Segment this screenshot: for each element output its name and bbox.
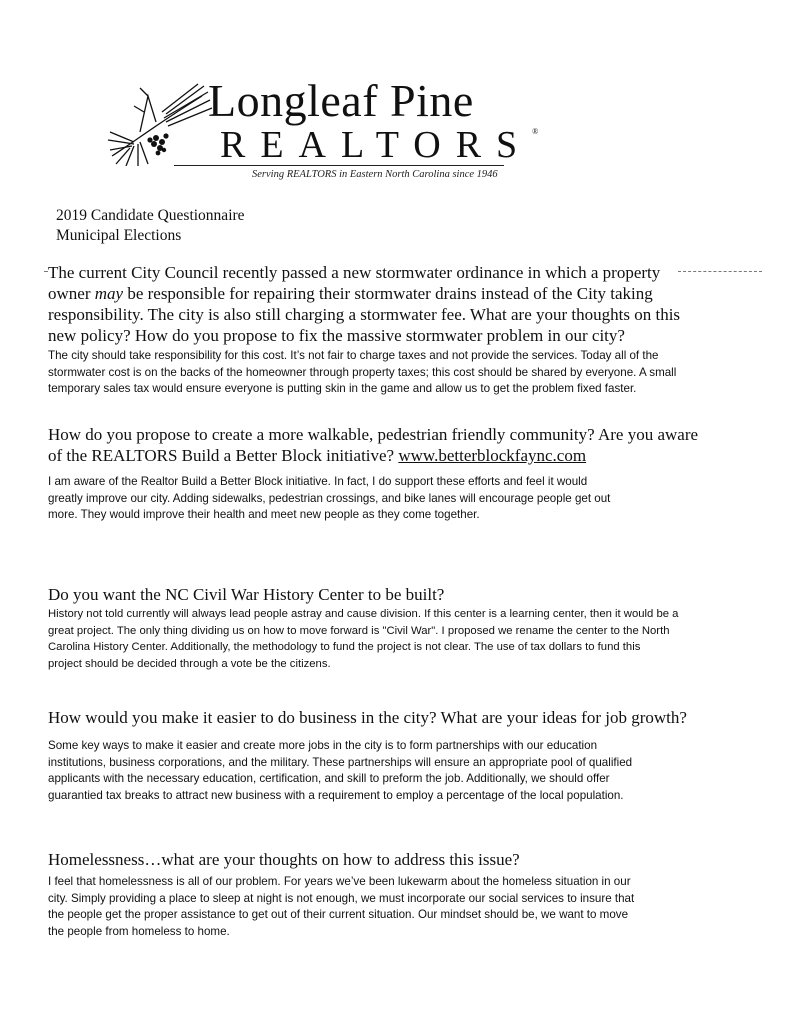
questionnaire-subtitle: Municipal Elections — [56, 227, 182, 244]
answer-4 — [48, 738, 778, 804]
answer-5 — [48, 874, 778, 940]
question-line: Homelessness…what are your thoughts on how to address this issue? — [48, 850, 520, 869]
registered-mark: ® — [532, 127, 539, 136]
emphasis: may — [94, 284, 124, 303]
question-1 — [48, 262, 748, 346]
answer-line: city. Simply providing a place to sleep at night is not enough, we must incorporate our social services to insure that — [48, 891, 635, 905]
logo-tagline: Serving REALTORS in Eastern North Carolina since 1946 — [252, 169, 498, 180]
questionnaire-title: 2019 Candidate Questionnaire — [56, 207, 245, 224]
question-line: new policy? How do you propose to fix the massive stormwater problem in our city? — [48, 326, 625, 345]
answer-line: greatly improve our city. Adding sidewalks, pedestrian crossings, and bike lanes will encourage people get out — [48, 491, 611, 505]
answer-line: History not told currently will always lead people astray and cause division. If this center is a learning center, then it would be a — [48, 608, 679, 620]
answer-line: the people get the proper assistance to get out of their current situation. Our mindset should be, we want to move — [48, 908, 629, 921]
logo-divider — [174, 165, 504, 166]
question-line: responsibility. The city is also still charging a stormwater fee. What are your thoughts on this — [48, 305, 681, 324]
answer-2 — [48, 474, 778, 524]
longleaf-pine-logo — [104, 75, 539, 190]
question-2 — [48, 424, 748, 466]
answer-line: Some key ways to make it easier and create more jobs in the city is to form partnerships with our education — [48, 739, 598, 752]
pine-branch-icon — [104, 82, 214, 166]
question-4 — [48, 707, 768, 728]
question-line: owner may be responsible for repairing their stormwater drains instead of the City taking — [48, 284, 653, 303]
question-line: How do you propose to create a more walkable, pedestrian friendly community? Are you aware — [48, 425, 699, 444]
question-3 — [48, 584, 748, 605]
answer-line: I feel that homelessness is all of our problem. For years we’ve been lukewarm about the homeless situation in our — [48, 875, 631, 888]
answer-line: the people from homeless to home. — [48, 924, 230, 938]
logo-name: Longleaf Pine — [208, 75, 474, 126]
better-block-link[interactable]: www.betterblockfaync.com — [398, 446, 587, 465]
logo-realtors: REALTORS® — [220, 124, 539, 166]
answer-line: great project. The only thing dividing us on how to move forward is "Civil War". I proposed we rename the center to the North — [48, 624, 670, 637]
answer-line: project should be decided through a vote be the citizens. — [48, 657, 331, 670]
question-line: How would you make it easier to do business in the city? What are your ideas for job growth? — [48, 708, 687, 727]
question-line: Do you want the NC Civil War History Center to be built? — [48, 585, 445, 604]
answer-line: I am aware of the Realtor Build a Better Block initiative. In fact, I do support these efforts and feel it would — [48, 475, 588, 488]
answer-line: guarantied tax breaks to attract new business with a requirement to employ a percentage of the local population. — [48, 788, 624, 802]
answer-line: stormwater cost is on the backs of the homeowner through property taxes; this cost should be shared by everyone. A small — [48, 365, 677, 379]
answer-line: applicants with the necessary education, certification, and skill to preform the job. Additionally, we should offer — [48, 772, 610, 785]
answer-line: temporary sales tax would ensure everyone is putting skin in the game and allow us to get the problem fixed faster. — [48, 382, 637, 395]
question-line: of the REALTORS Build a Better Block initiative? www.betterblockfaync.com — [48, 446, 587, 465]
answer-3 — [48, 606, 783, 672]
question-line: The current City Council recently passed a new stormwater ordinance in which a property — [48, 263, 661, 282]
answer-line: Carolina History Center. Additionally, the methodology to fund the project is not clear. The use of tax dollars to fund this — [48, 641, 641, 653]
question-5 — [48, 849, 748, 870]
answer-line: more. They would improve their health and meet new people as they come together. — [48, 508, 480, 521]
answer-line: The city should take responsibility for this cost. It’s not fair to charge taxes and not provide the services. Today all of the — [48, 349, 659, 362]
answer-line: institutions, business corporations, and the military. These partnerships will ensure an appropriate pool of qualified — [48, 755, 633, 769]
answer-1 — [48, 348, 778, 398]
